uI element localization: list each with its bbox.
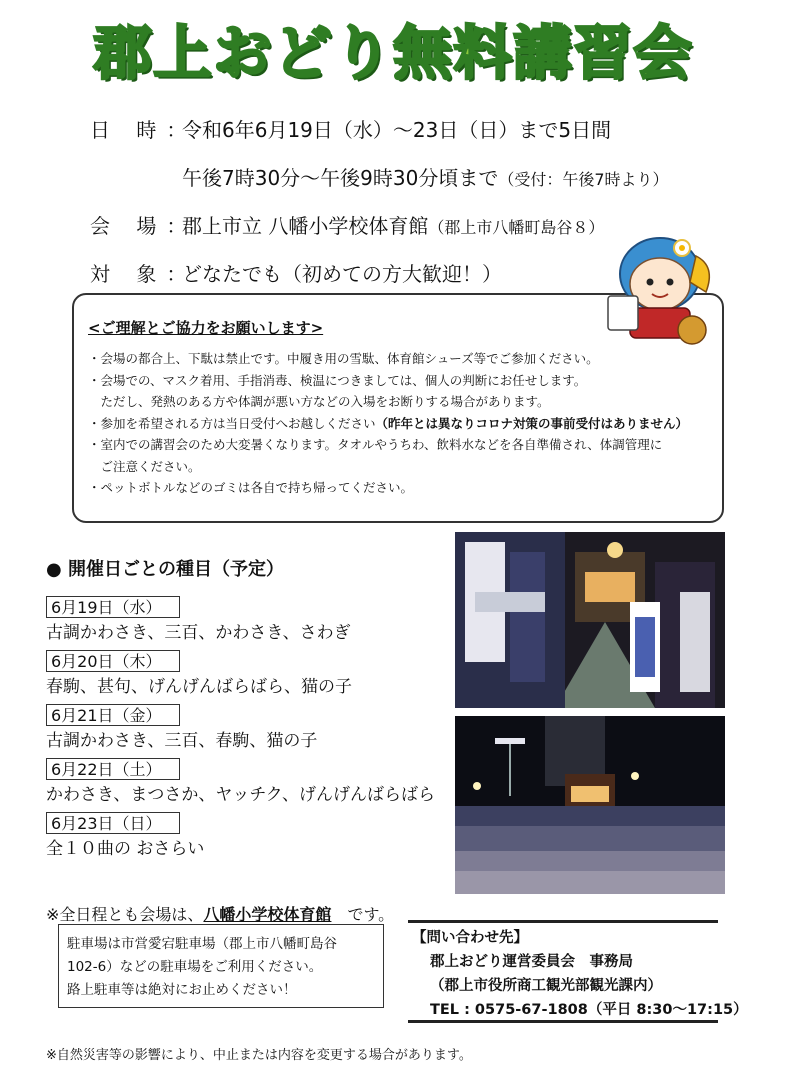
schedule-items: 春駒、甚句、げんげんばらばら、猫の子 [46,677,352,697]
schedule-date: 6月21日（金） [46,704,180,726]
contact-dept: （郡上市役所商工観光部観光課内） [430,978,662,994]
schedule-date: 6月20日（木） [46,650,180,672]
date-line [90,118,611,142]
venue-note [46,902,394,925]
venue-value: 郡上市立 八幡小学校体育館 [182,214,429,238]
schedule-items: 古調かわさき、三百、かわさき、さわぎ [46,623,351,643]
venue-note-prefix: ※全日程とも会場は、 [46,905,204,924]
notice-item: ・会場の都合上、下駄は禁止です。中履き用の雪駄、体育館シューズ等でご参加ください。 [88,351,599,366]
notice-item [88,413,708,435]
contact-top-rule [408,920,718,923]
schedule-items: かわさき、まつさか、ヤッチク、げんげんばらばら [46,785,435,805]
notice-item: ただし、発熱のある方や体調が悪い方などの入場をお断りする場合があります。 [88,394,550,409]
dance-street-photo [455,532,725,708]
notice-heading: <ご理解とご協力をお願いします> [88,319,324,337]
contact-bottom-rule [408,1020,718,1023]
venue-note-suffix: です。 [331,905,395,924]
contact-tel: TEL : 0575-67-1808（平日 8:30～17:15） [430,1002,748,1018]
schedule-date: 6月23日（日） [46,812,180,834]
mascot-illustration [600,226,720,352]
contact-org: 郡上おどり運営委員会 事務局 [430,954,633,970]
date-label: 日 時： [90,118,197,142]
venue-line [90,214,604,240]
target-line [90,262,502,286]
venue-note-place: 八幡小学校体育館 [203,905,332,924]
schedule-heading: ● 開催日ごとの種目（予定） [46,559,284,580]
schedule-date: 6月19日（水） [46,596,180,618]
time-note: （受付：午後7時より） [498,170,669,189]
contact-heading: 【問い合わせ先】 [412,930,528,946]
venue-label: 会 場： [90,214,197,238]
page-title: 郡上おどり無料講習会 [93,19,694,87]
notice-list [88,348,708,499]
notice-item: ・会場での、マスク着用、手指消毒、検温につきましては、個人の判断にお任せします。 [88,372,587,388]
time-value: 午後7時30分～午後9時30分頃まで [182,166,499,190]
notice-item: ご注意ください。 [88,458,201,474]
dance-crowd-photo [455,716,725,894]
target-value: どなたでも（初めての方大歓迎！） [182,262,502,286]
notice-emphasis: （昨年とは異なりコロナ対策の事前受付はありません） [375,415,689,431]
parking-line: 路上駐車等は絶対にお止めください！ [67,982,297,998]
parking-box [58,924,384,1008]
schedule-items: 古調かわさき、三百、春駒、猫の子 [46,731,318,751]
parking-line: 駐車場は市営愛宕駐車場（郡上市八幡町島谷 [67,936,337,952]
notice-item-text: ・参加を希望される方は当日受付へお越しください [88,415,376,431]
target-label: 対 象： [90,262,197,286]
venue-address: （郡上市八幡町島谷８） [428,218,605,237]
parking-line: 102-6）などの駐車場をご利用ください。 [67,959,323,975]
date-value: 令和6年6月19日（水）～23日（日）まで5日間 [182,118,612,142]
notice-item: ・室内での講習会のため大変暑くなります。タオルやうちわ、飲料水などを各自準備され、体調管理に [88,437,663,452]
schedule-items: 全１０曲の おさらい [46,839,205,859]
footnote: ※自然災害等の影響により、中止または内容を変更する場合があります。 [46,1048,472,1063]
notice-item: ・ペットボトルなどのゴミは各自で持ち帰ってください。 [88,480,414,495]
schedule-date: 6月22日（土） [46,758,180,780]
time-line [182,166,669,192]
